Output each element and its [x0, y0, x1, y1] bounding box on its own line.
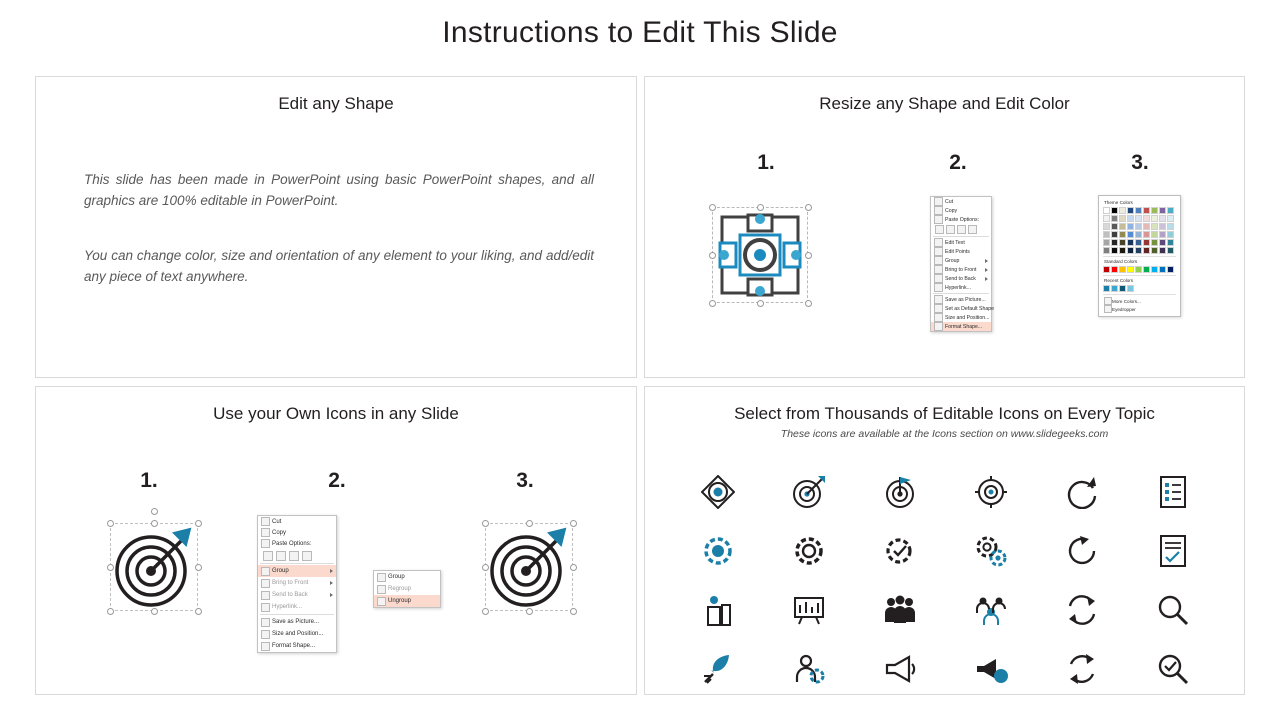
paste-text-icon[interactable] [957, 225, 966, 234]
puzzle-target-icon [712, 207, 808, 303]
color-picker-panel[interactable] [1098, 195, 1181, 317]
menu-item-hyperlink[interactable] [258, 601, 336, 613]
menu-item-label: Paste Options: [945, 216, 980, 223]
menu-item-label: Paste Options: [272, 540, 312, 547]
magnifier-icon[interactable] [1156, 593, 1190, 627]
megaphone-icon[interactable] [883, 652, 917, 686]
color-swatch[interactable] [1103, 231, 1110, 238]
color-swatch[interactable] [1167, 266, 1174, 273]
color-swatch[interactable] [1151, 231, 1158, 238]
palette-separator [1103, 275, 1176, 276]
menu-item-size-and-position[interactable] [931, 313, 991, 322]
color-swatch[interactable] [1127, 285, 1134, 292]
color-swatch[interactable] [1127, 239, 1134, 246]
menu-item-label: Edit Text [945, 239, 965, 246]
selected-shape-graphic[interactable] [712, 201, 810, 311]
color-swatch[interactable] [1159, 266, 1166, 273]
color-swatch[interactable] [1111, 223, 1118, 230]
panel-own-icons [35, 386, 637, 695]
bring-to-front-icon [261, 579, 270, 588]
color-swatch[interactable] [1127, 223, 1134, 230]
more-colors-label: More Colors... [1112, 298, 1141, 304]
color-swatch[interactable] [1119, 285, 1126, 292]
color-swatch[interactable] [1143, 239, 1150, 246]
color-swatch[interactable] [1127, 231, 1134, 238]
circular-arrow-icon[interactable] [1065, 534, 1099, 568]
target-icon-selected-2[interactable] [479, 515, 579, 620]
theme-colors-row[interactable] [1103, 207, 1176, 214]
color-swatch[interactable] [1103, 215, 1110, 222]
color-swatch[interactable] [1111, 266, 1118, 273]
edit-shape-paragraph-1: This slide has been made in PowerPoint using basic PowerPoint shapes, and all graphics are 100% editable in PowerPoint. [84, 172, 594, 208]
icon-context-menu[interactable] [257, 515, 337, 653]
color-swatch[interactable] [1127, 207, 1134, 214]
own-icons-step-3-number: 3. [516, 469, 534, 492]
panel-title-edit-shape: Edit any Shape [278, 94, 394, 113]
menu-item-cut[interactable] [931, 197, 991, 206]
menu-item-label: Bring to Front [945, 266, 977, 273]
color-swatch[interactable] [1103, 223, 1110, 230]
submenu-item-regroup[interactable] [374, 583, 440, 595]
send-to-back-icon [934, 274, 943, 283]
group-icon [934, 256, 943, 265]
own-icons-step-2-number: 2. [328, 469, 346, 492]
menu-item-label: Size and Position... [272, 631, 324, 637]
paste-icon [261, 539, 270, 548]
color-swatch[interactable] [1143, 266, 1150, 273]
standard-colors-row[interactable] [1103, 266, 1176, 273]
color-swatch[interactable] [1111, 215, 1118, 222]
paste-icon [934, 215, 943, 224]
submenu-item-group[interactable] [374, 571, 440, 583]
color-swatch[interactable] [1159, 223, 1166, 230]
color-swatch[interactable] [1143, 215, 1150, 222]
menu-item-label: Set as Default Shape [945, 305, 995, 312]
menu-item-label: Send to Back [272, 592, 308, 598]
rocket-launch-icon[interactable] [701, 652, 735, 686]
copy-icon [934, 206, 943, 215]
cut-icon [934, 197, 943, 206]
panel-title-resize-shape: Resize any Shape and Edit Color [819, 94, 1070, 113]
megaphone-alert-icon[interactable] [974, 652, 1008, 686]
group-icon [261, 567, 270, 576]
paste-keep-formatting-icon[interactable] [935, 225, 944, 234]
palette-separator [1103, 294, 1176, 295]
menu-item-bring-to-front[interactable] [931, 265, 991, 274]
menu-item-label: Format Shape... [945, 323, 983, 330]
color-swatch[interactable] [1103, 207, 1110, 214]
color-swatch[interactable] [1127, 247, 1134, 254]
copy-icon [261, 528, 270, 537]
edit-points-icon [934, 247, 943, 256]
color-swatch[interactable] [1103, 239, 1110, 246]
menu-item-label: Save as Picture... [272, 619, 320, 625]
bring-to-front-icon [934, 265, 943, 274]
edit-text-icon [934, 238, 943, 247]
double-gear-icon[interactable] [974, 534, 1008, 568]
target-diamond-icon[interactable] [701, 475, 735, 509]
color-swatch[interactable] [1135, 247, 1142, 254]
color-swatch[interactable] [1151, 239, 1158, 246]
menu-item-format-shape[interactable] [258, 640, 336, 652]
team-meeting-icon[interactable] [974, 593, 1008, 627]
menu-item-label: Copy [272, 529, 287, 536]
edit-shape-paragraph-2: You can change color, size and orientation of any element to your liking, and add/edit any piece of text anywhere. [84, 248, 594, 284]
color-swatch[interactable] [1119, 231, 1126, 238]
person-gear-icon[interactable] [792, 652, 826, 686]
group-submenu[interactable] [373, 570, 441, 608]
color-swatch[interactable] [1135, 231, 1142, 238]
shape-context-menu[interactable] [930, 196, 995, 332]
menu-separator [260, 614, 334, 615]
crosshair-target-icon[interactable] [974, 475, 1008, 509]
menu-item-set-default-shape[interactable] [931, 304, 995, 313]
menu-item-save-as-picture[interactable] [931, 295, 991, 304]
color-swatch[interactable] [1143, 231, 1150, 238]
menu-separator [933, 293, 989, 294]
color-swatch[interactable] [1135, 207, 1142, 214]
document-list-icon[interactable] [1158, 475, 1188, 509]
paste-picture-icon[interactable] [946, 225, 955, 234]
eyedropper-option[interactable] [1103, 305, 1176, 313]
menu-item-group[interactable] [258, 565, 336, 577]
color-swatch[interactable] [1119, 239, 1126, 246]
resize-step-1-number: 1. [757, 151, 775, 174]
color-swatch[interactable] [1135, 266, 1142, 273]
format-shape-icon [934, 322, 943, 331]
color-swatch[interactable] [1143, 207, 1150, 214]
standard-colors-label: Standard Colors [1104, 259, 1138, 264]
menu-separator [260, 563, 334, 564]
hyperlink-icon [261, 603, 270, 612]
hyperlink-icon [934, 283, 943, 292]
menu-item-label: Cut [945, 198, 954, 205]
menu-item-group[interactable] [931, 256, 991, 265]
color-swatch[interactable] [1167, 239, 1174, 246]
color-swatch[interactable] [1159, 207, 1166, 214]
refresh-arrow-icon[interactable] [1065, 475, 1099, 509]
color-swatch[interactable] [1167, 223, 1174, 230]
menu-item-copy[interactable] [931, 206, 991, 215]
save-picture-icon [934, 295, 943, 304]
resize-step-2-number: 2. [949, 151, 967, 174]
menu-item-label: Cut [272, 518, 282, 525]
color-swatch[interactable] [1111, 231, 1118, 238]
page-title: Instructions to Edit This Slide [442, 16, 838, 49]
color-swatch[interactable] [1151, 207, 1158, 214]
menu-item-copy[interactable] [258, 527, 336, 538]
target-dart-ungrouped-icon [485, 523, 573, 611]
sync-arrows-icon[interactable] [1065, 593, 1099, 627]
color-swatch[interactable] [1167, 247, 1174, 254]
panel-resize-shape [644, 76, 1245, 378]
menu-item-label: Format Shape... [272, 643, 316, 649]
target-dart-icon [110, 523, 198, 611]
eyedropper-label: Eyedropper [1112, 306, 1136, 312]
color-swatch[interactable] [1135, 223, 1142, 230]
menu-item-label: Size and Position... [945, 314, 990, 321]
paste-text-icon[interactable] [289, 551, 299, 561]
document-check-icon[interactable] [1158, 534, 1188, 568]
recent-colors-label: Recent Colors [1104, 278, 1134, 283]
color-swatch[interactable] [1159, 231, 1166, 238]
color-swatch[interactable] [1143, 247, 1150, 254]
group-people-icon[interactable] [883, 593, 917, 627]
menu-item-label: Hyperlink... [272, 604, 303, 610]
color-swatch[interactable] [1119, 266, 1126, 273]
theme-tint-row[interactable] [1103, 239, 1176, 246]
search-check-icon[interactable] [1156, 652, 1190, 686]
menu-item-format-shape[interactable] [931, 322, 991, 331]
gear-filled-icon[interactable] [701, 534, 735, 568]
more-colors-option[interactable] [1103, 297, 1176, 305]
menu-item-paste-options[interactable] [258, 538, 336, 549]
size-position-icon [261, 630, 270, 639]
recycle-arrows-icon[interactable] [1065, 652, 1099, 686]
default-shape-icon [934, 304, 943, 313]
color-swatch[interactable] [1159, 239, 1166, 246]
color-swatch[interactable] [1135, 239, 1142, 246]
color-swatch[interactable] [1111, 207, 1118, 214]
group-icon [377, 573, 386, 582]
menu-item-bring-to-front[interactable] [258, 577, 336, 589]
menu-item-label: Edit Points [945, 248, 970, 255]
menu-item-edit-text[interactable] [931, 238, 991, 247]
gear-outline-icon[interactable] [792, 534, 826, 568]
color-swatch[interactable] [1151, 266, 1158, 273]
color-swatch[interactable] [1119, 247, 1126, 254]
color-swatch[interactable] [1127, 266, 1134, 273]
color-swatch[interactable] [1167, 231, 1174, 238]
color-swatch[interactable] [1151, 215, 1158, 222]
editable-icons-subtitle: These icons are available at the Icons section on www.slidegeeks.com [780, 428, 1109, 440]
palette-separator [1103, 256, 1176, 257]
menu-item-paste-options[interactable] [931, 215, 991, 224]
panel-edit-any-shape [35, 76, 637, 378]
panel-editable-icons [644, 386, 1245, 695]
color-swatch[interactable] [1119, 223, 1126, 230]
color-swatch[interactable] [1103, 247, 1110, 254]
color-swatch[interactable] [1111, 285, 1118, 292]
format-shape-icon [261, 642, 270, 651]
color-swatch[interactable] [1135, 215, 1142, 222]
menu-item-edit-points[interactable] [931, 247, 991, 256]
menu-item-label: Bring to Front [272, 580, 309, 586]
panel-title-editable-icons: Select from Thousands of Editable Icons on Every Topic [734, 404, 1155, 423]
color-swatch[interactable] [1167, 207, 1174, 214]
color-swatch[interactable] [1103, 285, 1110, 292]
menu-item-label: Group [272, 568, 289, 574]
menu-item-label: Group [388, 574, 405, 580]
save-picture-icon [261, 618, 270, 627]
color-swatch[interactable] [1143, 223, 1150, 230]
menu-item-label: Save as Picture... [945, 296, 986, 303]
color-swatch[interactable] [1103, 266, 1110, 273]
paste-option-icons-row[interactable] [258, 549, 336, 562]
menu-item-label: Copy [945, 207, 958, 214]
paste-keep-formatting-icon[interactable] [263, 551, 273, 561]
target-flag-icon[interactable] [883, 475, 917, 509]
color-swatch[interactable] [1159, 215, 1166, 222]
recent-colors-row[interactable] [1103, 285, 1176, 292]
menu-item-label: Hyperlink... [945, 284, 971, 291]
color-swatch[interactable] [1167, 215, 1174, 222]
menu-item-label: Regroup [388, 586, 412, 592]
color-swatch[interactable] [1119, 207, 1126, 214]
paste-option-icons-row[interactable] [931, 224, 991, 235]
eyedropper-icon [1104, 305, 1112, 313]
menu-item-label: Group [945, 257, 960, 264]
paste-merge-icon[interactable] [968, 225, 977, 234]
menu-item-hyperlink[interactable] [931, 283, 991, 292]
menu-separator [933, 236, 989, 237]
theme-tint-row[interactable] [1103, 215, 1176, 222]
color-swatch[interactable] [1119, 215, 1126, 222]
own-icons-step-1-number: 1. [140, 469, 158, 492]
regroup-icon [377, 585, 386, 594]
size-position-icon [934, 313, 943, 322]
presentation-board-icon[interactable] [792, 593, 826, 627]
theme-tint-row[interactable] [1103, 223, 1176, 230]
color-swatch[interactable] [1111, 239, 1118, 246]
gear-check-icon[interactable] [883, 534, 917, 568]
paste-picture-icon[interactable] [276, 551, 286, 561]
theme-tint-row[interactable] [1103, 247, 1176, 254]
submenu-item-ungroup[interactable] [374, 595, 440, 607]
menu-item-label: Send to Back [945, 275, 976, 282]
icon-grid [673, 462, 1218, 698]
menu-item-send-to-back[interactable] [931, 274, 991, 283]
cut-icon [261, 517, 270, 526]
color-swatch[interactable] [1111, 247, 1118, 254]
menu-item-send-to-back[interactable] [258, 589, 336, 601]
menu-item-label: Ungroup [388, 598, 412, 604]
menu-item-cut[interactable] [258, 516, 336, 527]
menu-item-save-as-picture[interactable] [258, 616, 336, 628]
color-swatch[interactable] [1151, 247, 1158, 254]
color-swatch[interactable] [1127, 215, 1134, 222]
person-podium-icon[interactable] [701, 593, 735, 627]
theme-colors-label: Theme Colors [1104, 200, 1133, 205]
ungroup-icon [377, 597, 386, 606]
color-swatch[interactable] [1159, 247, 1166, 254]
menu-item-size-and-position[interactable] [258, 628, 336, 640]
theme-tint-row[interactable] [1103, 231, 1176, 238]
more-colors-icon [1104, 297, 1112, 305]
target-icon-selected-1[interactable] [104, 515, 204, 620]
color-swatch[interactable] [1151, 223, 1158, 230]
send-to-back-icon [261, 591, 270, 600]
paste-merge-icon[interactable] [302, 551, 312, 561]
resize-step-3-number: 3. [1131, 151, 1149, 174]
rotate-handle[interactable] [151, 508, 158, 515]
target-dart-icon[interactable] [792, 475, 826, 509]
panel-title-own-icons: Use your Own Icons in any Slide [213, 404, 459, 423]
